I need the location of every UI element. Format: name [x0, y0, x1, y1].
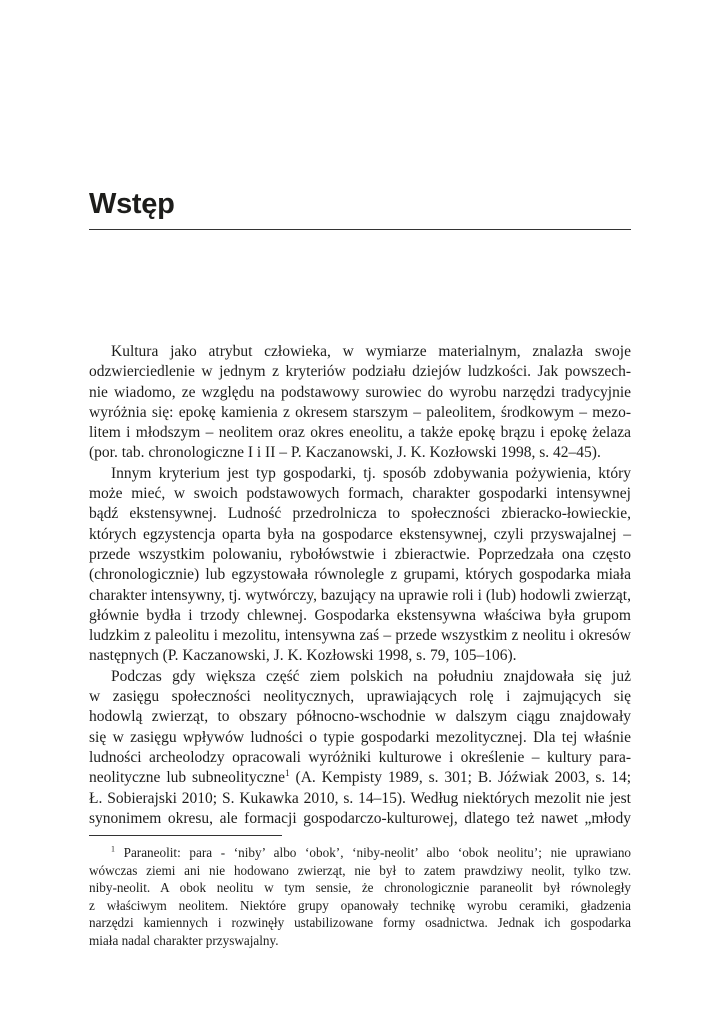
footnote-line — [89, 932, 631, 950]
body-line — [89, 748, 631, 768]
footnote-line-text: niby-neolit. A obok neolitu w tym sensie, że chronologicznie paraneolit był równoległy — [89, 880, 631, 895]
chapter-title: Wstęp — [89, 188, 175, 220]
body-line-text: nie wiadomo, ze względu na podstawowy surowiec do wyrobu narzędzi tradycyjnie — [89, 383, 631, 401]
body-line-text: litem i młodszym – neolitem oraz okres eneolitu, a także epokę brązu i epokę żelaza — [89, 424, 631, 442]
body-text — [89, 342, 631, 829]
body-line — [89, 687, 631, 707]
footnote-line-text: Paraneolit: para - ‘niby’ albo ‘obok’, ‘niby-neolit’ albo ‘obok neolitu’; nie uprawiano — [123, 845, 632, 860]
footnote-line — [89, 844, 631, 862]
body-line-text: może mieć, w swoich podstawowych formach, charakter gospodarki intensywnej — [89, 485, 631, 503]
body-line — [89, 464, 631, 484]
body-line — [89, 443, 631, 463]
body-line-text: następnych (P. Kaczanowski, J. K. Kozłowski 1998, s. 79, 105–106). — [89, 647, 517, 665]
body-line-text: Ł. Sobierajski 2010; S. Kukawka 2010, s. 14–15). Według niektórych mezolit nie jest — [89, 789, 631, 807]
body-line — [89, 362, 631, 382]
body-line — [89, 646, 631, 666]
body-line — [89, 626, 631, 646]
body-line — [89, 789, 631, 809]
body-line — [89, 545, 631, 565]
body-line — [89, 586, 631, 606]
title-underline-rule — [89, 229, 631, 230]
body-line — [89, 606, 631, 626]
body-line-text: neolityczne lub subneolityczne — [89, 769, 285, 787]
footnote-line — [89, 862, 631, 880]
body-line — [89, 484, 631, 504]
footnote-separator-rule — [89, 835, 282, 836]
body-line-text: głównie bydła i trzody chlewnej. Gospodarka ekstensywna właściwa była grupom — [89, 606, 631, 624]
body-line — [89, 728, 631, 748]
body-line — [89, 565, 631, 585]
body-line-text: Podczas gdy większa część ziem polskich na południu znajdowała się już — [111, 667, 631, 685]
body-line-text: synonimem okresu, ale formacji gospodarczo-kulturowej, dlatego też nawet „młody — [89, 809, 631, 827]
body-line-text: Innym kryterium jest typ gospodarki, tj. sposób zdobywania pożywienia, który — [111, 464, 631, 482]
body-line-text: charakter intensywny, tj. wytwórczy, bazujący na uprawie roli i (lub) hodowli zwierząt, — [89, 586, 631, 604]
body-line-text: w zasięgu społeczności neolitycznych, uprawiających rolę i zajmujących się — [89, 688, 631, 706]
body-line — [89, 768, 631, 788]
footnote-line-text: wówczas ziemi ani nie hodowano zwierząt, nie był to zatem prawdziwy neolit, tylko tzw. — [89, 862, 631, 878]
footnote-reference[interactable]: 1 — [285, 769, 290, 780]
body-line — [89, 525, 631, 545]
body-line — [89, 383, 631, 403]
footnote-line — [89, 879, 631, 897]
body-line-text: ludzkim z paleolitu i mezolitu, intensywna zaś – przede wszystkim z neolitu i okresów — [89, 627, 631, 645]
footnote-line — [89, 897, 631, 915]
body-line-text: się w zasięgu wpływów ludności o typie gospodarki mezolitycznej. Dla tej właśnie — [89, 728, 631, 746]
body-line — [89, 809, 631, 829]
footnote-line — [89, 914, 631, 932]
body-line — [89, 342, 631, 362]
body-line-text: ludności archeolodzy opracowali wyróżniki kulturowe i określenie – kultury para- — [89, 748, 631, 766]
footnote-line-text: narzędzi kamiennych i rozwinęły ustabilizowane formy osadnictwa. Jednak ich gospodarka — [89, 915, 631, 930]
body-line-text: których egzystencja oparta była na gospodarce ekstensywnej, czyli przyswajalnej – — [89, 525, 631, 543]
footnote-line-text: miała nadal charakter przyswajalny. — [89, 932, 279, 948]
body-line-text: (chronologicznie) lub egzystowała równolegle z grupami, których gospodarka miała — [89, 566, 631, 584]
body-line — [89, 667, 631, 687]
body-line — [89, 403, 631, 423]
body-line-text: bądź ekstensywnej. Ludność przedrolnicza to społeczności zbieracko-łowieckie, — [89, 505, 631, 523]
body-line — [89, 423, 631, 443]
body-line-text-after: (A. Kempisty 1989, s. 301; B. Jóźwiak 2003, s. 14; — [289, 769, 631, 787]
footnote-marker: 1 — [111, 844, 115, 854]
body-line-text: Kultura jako atrybut człowieka, w wymiarze materialnym, znalazła swoje — [111, 343, 631, 360]
body-line — [89, 504, 631, 524]
body-line-text: odzwierciedlenie w jednym z kryteriów podziału dziejów ludzkości. Jak powszech- — [89, 363, 631, 381]
footnote — [89, 844, 631, 949]
body-line-text: (por. tab. chronologiczne I i II – P. Kaczanowski, J. K. Kozłowski 1998, s. 42–45). — [89, 444, 601, 462]
body-line-text: przede wszystkim polowaniu, rybołówstwie i zbieractwie. Poprzedzała ona często — [89, 545, 631, 563]
body-line-text: wyróżnia się: epokę kamienia z okresem starszym – paleolitem, środkowym – mezo- — [89, 403, 631, 421]
body-line-text: hodowlą zwierząt, to obszary północno-wschodnie w dalszym ciągu znajdowały — [89, 708, 631, 726]
body-line — [89, 707, 631, 727]
footnote-line-text: z właściwym neolitem. Niektóre grupy opanowały technikę wyrobu ceramiki, gładzenia — [89, 897, 631, 913]
